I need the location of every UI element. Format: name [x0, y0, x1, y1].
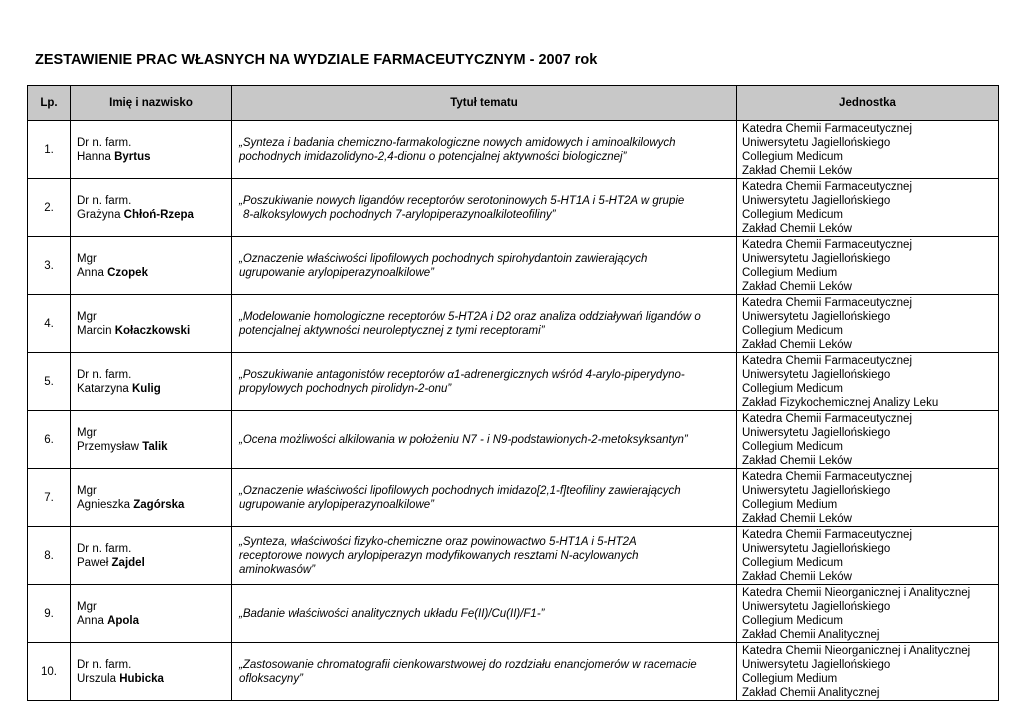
- header-unit: Jednostka: [737, 86, 999, 121]
- unit-line: Zakład Chemii Analitycznej: [742, 687, 880, 699]
- person-cell: [71, 643, 232, 701]
- document-title: ZESTAWIENIE PRAC WŁASNYCH NA WYDZIALE FARMACEUTYCZNYM - 2007 rok: [35, 52, 598, 68]
- table-row: [28, 643, 999, 701]
- unit-line: Katedra Chemii Farmaceutycznej: [742, 413, 913, 425]
- last-name: Apola: [107, 614, 140, 627]
- topic-line: aminokwasów”: [239, 563, 316, 576]
- first-name: Urszula: [77, 672, 116, 685]
- topic-line: potencjalnej aktywności neuroleptycznej z tymi receptorami”: [239, 324, 545, 337]
- topic-title: [232, 469, 737, 527]
- first-name: Anna: [77, 266, 104, 279]
- person-cell: [71, 527, 232, 585]
- unit-line: Zakład Chemii Leków: [742, 571, 852, 583]
- topic-title: [232, 121, 737, 179]
- person-name: [77, 208, 231, 222]
- unit-line: Katedra Chemii Farmaceutycznej: [742, 181, 913, 193]
- person-degree: Mgr: [77, 600, 97, 613]
- unit-line: Collegium Medicum: [742, 151, 843, 163]
- topic-line: „Modelowanie homologiczne receptorów 5-HT2A i D2 oraz analiza oddziaływań ligandów o: [239, 310, 701, 323]
- topic-line: ofloksacyny”: [239, 672, 303, 685]
- unit-line: Uniwersytetu Jagiellońskiego: [742, 195, 891, 207]
- topic-line: „Oznaczenie właściwości lipofilowych pochodnych spirohydantoin zawierających: [239, 252, 648, 265]
- row-number: 2.: [28, 179, 71, 237]
- first-name: Katarzyna: [77, 382, 129, 395]
- unit-line: Uniwersytetu Jagiellońskiego: [742, 311, 891, 323]
- unit-line: Collegium Medicum: [742, 383, 843, 395]
- first-name: Anna: [77, 614, 104, 627]
- unit-line: Katedra Chemii Farmaceutycznej: [742, 239, 913, 251]
- unit-line: Zakład Chemii Leków: [742, 165, 852, 177]
- last-name: Zajdel: [111, 556, 145, 569]
- unit-line: Collegium Medicum: [742, 209, 843, 221]
- row-number: 10.: [28, 643, 71, 701]
- topic-line: „Poszukiwanie nowych ligandów receptorów serotoninowych 5-HT1A i 5-HT2A w grupie: [239, 194, 685, 207]
- topic-title: [232, 237, 737, 295]
- unit-cell: [737, 295, 999, 353]
- table-row: [28, 295, 999, 353]
- header-topic: Tytuł tematu: [232, 86, 737, 121]
- topic-line: ugrupowanie arylopiperazynoalkilowe”: [239, 498, 434, 511]
- table-row: [28, 353, 999, 411]
- topic-title: [232, 353, 737, 411]
- table-row: [28, 237, 999, 295]
- topic-title: [232, 527, 737, 585]
- person-degree: Dr n. farm.: [77, 136, 132, 149]
- unit-line: Collegium Medicum: [742, 557, 843, 569]
- works-table: [27, 85, 999, 701]
- person-name: [77, 266, 231, 280]
- last-name: Talik: [142, 440, 168, 453]
- person-degree: Mgr: [77, 310, 97, 323]
- person-name: [77, 324, 231, 338]
- unit-line: Zakład Chemii Leków: [742, 281, 852, 293]
- unit-cell: [737, 585, 999, 643]
- person-name: [77, 440, 231, 454]
- table-row: [28, 411, 999, 469]
- unit-line: Uniwersytetu Jagiellońskiego: [742, 601, 891, 613]
- unit-line: Zakład Chemii Analitycznej: [742, 629, 880, 641]
- person-degree: Dr n. farm.: [77, 194, 132, 207]
- topic-line: ugrupowanie arylopiperazynoalkilowe”: [239, 266, 434, 279]
- topic-line: 8-alkoksylowych pochodnych 7-arylopiperazynoalkiloteofiliny”: [243, 208, 556, 221]
- unit-line: Uniwersytetu Jagiellońskiego: [742, 137, 891, 149]
- first-name: Paweł: [77, 556, 109, 569]
- unit-line: Zakład Chemii Leków: [742, 513, 852, 525]
- person-degree: Dr n. farm.: [77, 542, 132, 555]
- unit-cell: [737, 237, 999, 295]
- row-number: 9.: [28, 585, 71, 643]
- table-row: [28, 179, 999, 237]
- topic-title: [232, 585, 737, 643]
- unit-line: Collegium Medicum: [742, 325, 843, 337]
- topic-line: „Poszukiwanie antagonistów receptorów α1-adrenergicznych wśród 4-arylo-piperydyno-: [239, 368, 685, 381]
- first-name: Przemysław: [77, 440, 139, 453]
- person-name: [77, 498, 231, 512]
- row-number: 4.: [28, 295, 71, 353]
- row-number: 7.: [28, 469, 71, 527]
- table-row: [28, 121, 999, 179]
- header-lp: Lp.: [28, 86, 71, 121]
- unit-line: Katedra Chemii Farmaceutycznej: [742, 297, 913, 309]
- header-name: Imię i nazwisko: [71, 86, 232, 121]
- unit-line: Uniwersytetu Jagiellońskiego: [742, 369, 891, 381]
- unit-line: Katedra Chemii Farmaceutycznej: [742, 529, 913, 541]
- unit-line: Uniwersytetu Jagiellońskiego: [742, 485, 891, 497]
- topic-line: pochodnych imidazolidyno-2,4-dionu o potencjalnej aktywności biologicznej”: [239, 150, 627, 163]
- person-cell: [71, 353, 232, 411]
- person-cell: [71, 469, 232, 527]
- topic-title: [232, 411, 737, 469]
- person-cell: [71, 411, 232, 469]
- last-name: Byrtus: [114, 150, 151, 163]
- person-cell: [71, 295, 232, 353]
- last-name: Kołaczkowski: [114, 324, 191, 337]
- person-name: [77, 672, 231, 686]
- first-name: Marcin: [77, 324, 112, 337]
- unit-line: Katedra Chemii Farmaceutycznej: [742, 355, 913, 367]
- last-name: Czopek: [107, 266, 148, 279]
- topic-line: receptorowe nowych arylopiperazyn modyfikowanych resztami N-acylowanych: [239, 549, 639, 562]
- table-row: [28, 585, 999, 643]
- row-number: 5.: [28, 353, 71, 411]
- person-name: [77, 556, 231, 570]
- person-degree: Mgr: [77, 484, 97, 497]
- person-name: [77, 382, 231, 396]
- unit-line: Zakład Chemii Leków: [742, 339, 852, 351]
- person-cell: [71, 585, 232, 643]
- topic-line: „Synteza, właściwości fizyko-chemiczne oraz powinowactwo 5-HT1A i 5-HT2A: [239, 535, 637, 548]
- unit-cell: [737, 179, 999, 237]
- topic-line: propylowych pochodnych pirolidyn-2-onu”: [239, 382, 452, 395]
- topic-line: „Oznaczenie właściwości lipofilowych pochodnych imidazo[2,1-f]teofiliny zawierających: [239, 484, 681, 497]
- person-degree: Dr n. farm.: [77, 658, 132, 671]
- unit-line: Collegium Medicum: [742, 615, 843, 627]
- unit-line: Uniwersytetu Jagiellońskiego: [742, 543, 891, 555]
- row-number: 8.: [28, 527, 71, 585]
- topic-line: „Badanie właściwości analitycznych układu Fe(II)/Cu(II)/F1-”: [239, 607, 545, 620]
- topic-line: „Ocena możliwości alkilowania w położeniu N7 - i N9-podstawionych-2-metoksyksantyn”: [239, 433, 688, 446]
- person-name: [77, 150, 231, 164]
- person-degree: Dr n. farm.: [77, 368, 132, 381]
- last-name: Kulig: [131, 382, 161, 395]
- unit-line: Collegium Medicum: [742, 441, 843, 453]
- unit-line: Collegium Medium: [742, 499, 838, 511]
- row-number: 3.: [28, 237, 71, 295]
- topic-title: [232, 179, 737, 237]
- unit-cell: [737, 121, 999, 179]
- topic-title: [232, 643, 737, 701]
- last-name: Hubicka: [119, 672, 164, 685]
- last-name: Zagórska: [133, 498, 185, 511]
- unit-line: Katedra Chemii Nieorganicznej i Analitycznej: [742, 587, 971, 599]
- row-number: 1.: [28, 121, 71, 179]
- person-cell: [71, 179, 232, 237]
- unit-cell: [737, 527, 999, 585]
- table-row: [28, 527, 999, 585]
- unit-cell: [737, 353, 999, 411]
- unit-line: Zakład Fizykochemicznej Analizy Leku: [742, 397, 939, 409]
- unit-line: Katedra Chemii Farmaceutycznej: [742, 471, 913, 483]
- first-name: Hanna: [77, 150, 111, 163]
- unit-cell: [737, 643, 999, 701]
- person-cell: [71, 121, 232, 179]
- unit-line: Katedra Chemii Nieorganicznej i Analitycznej: [742, 645, 971, 657]
- topic-title: [232, 295, 737, 353]
- unit-cell: [737, 469, 999, 527]
- first-name: Agnieszka: [77, 498, 131, 511]
- last-name: Chłoń-Rzepa: [123, 208, 194, 221]
- unit-line: Uniwersytetu Jagiellońskiego: [742, 659, 891, 671]
- unit-line: Uniwersytetu Jagiellońskiego: [742, 253, 891, 265]
- table-row: [28, 469, 999, 527]
- unit-line: Zakład Chemii Leków: [742, 223, 852, 235]
- first-name: Grażyna: [77, 208, 121, 221]
- unit-line: Katedra Chemii Farmaceutycznej: [742, 123, 913, 135]
- person-degree: Mgr: [77, 426, 97, 439]
- topic-line: „Zastosowanie chromatografii cienkowarstwowej do rozdziału enancjomerów w racemacie: [239, 658, 697, 671]
- person-cell: [71, 237, 232, 295]
- table-header-row: [28, 86, 999, 121]
- topic-line: „Synteza i badania chemiczno-farmakologiczne nowych amidowych i aminoalkilowych: [239, 136, 676, 149]
- unit-cell: [737, 411, 999, 469]
- unit-line: Collegium Medium: [742, 267, 838, 279]
- person-degree: Mgr: [77, 252, 97, 265]
- unit-line: Zakład Chemii Leków: [742, 455, 852, 467]
- person-name: [77, 614, 231, 628]
- unit-line: Collegium Medium: [742, 673, 838, 685]
- unit-line: Uniwersytetu Jagiellońskiego: [742, 427, 891, 439]
- row-number: 6.: [28, 411, 71, 469]
